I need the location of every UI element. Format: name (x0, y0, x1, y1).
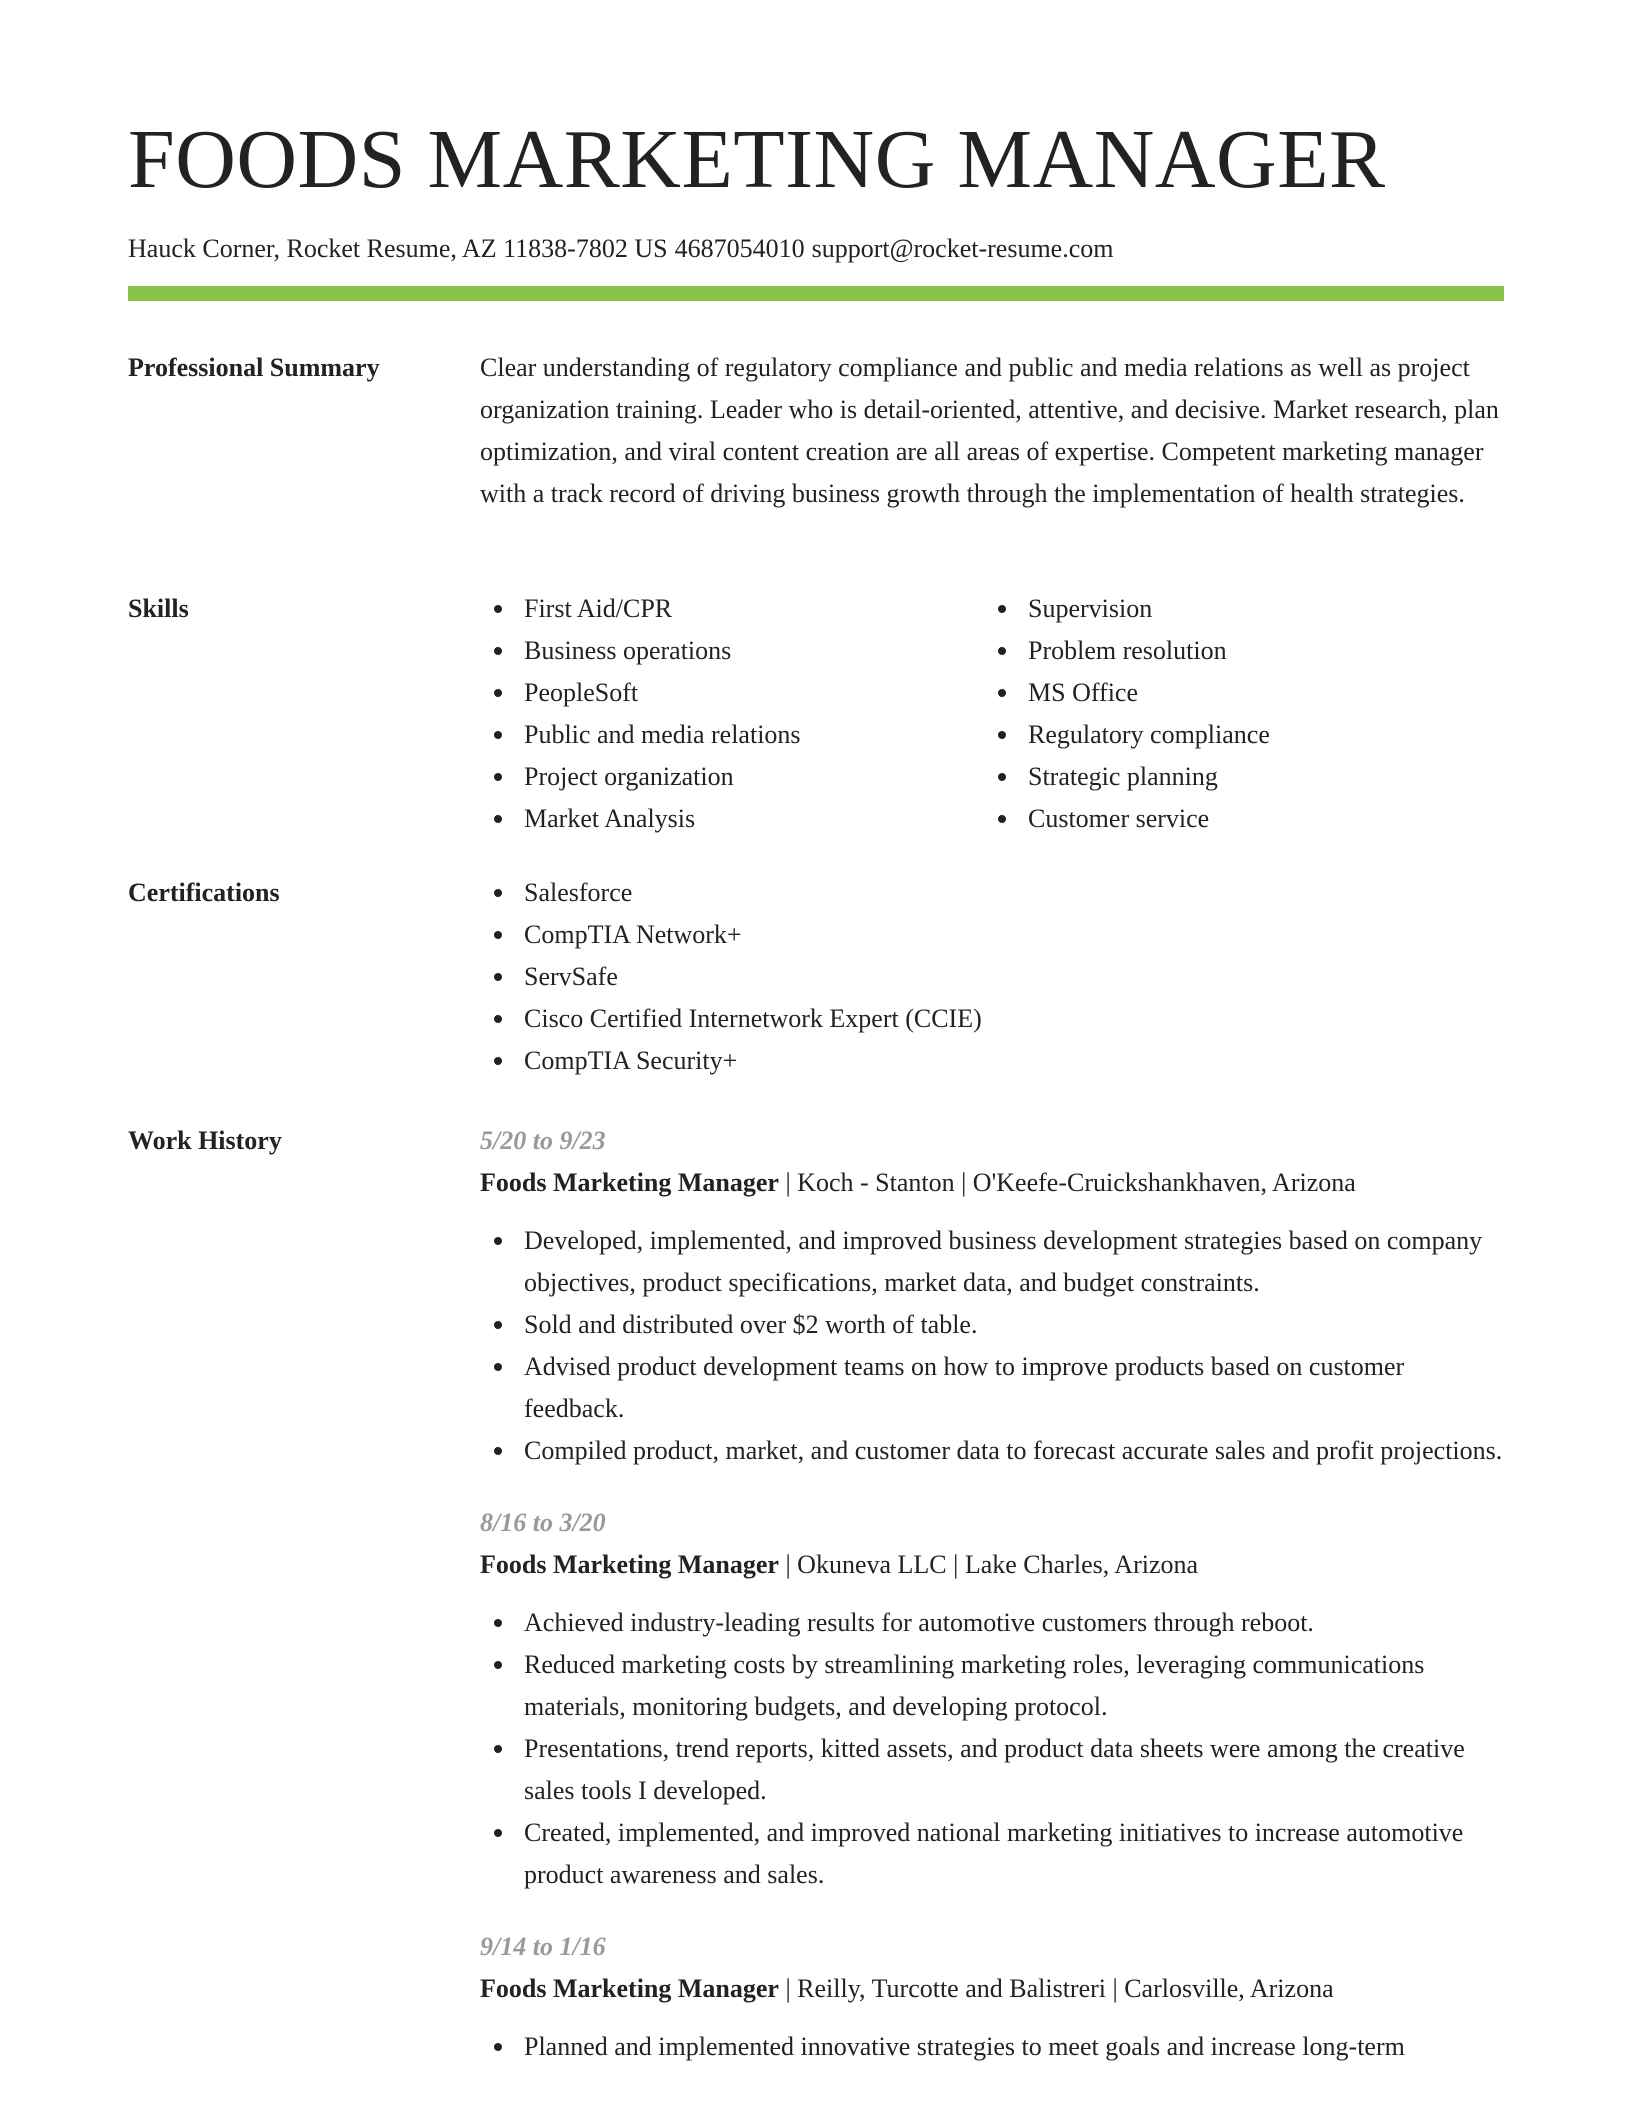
job-dates: 9/14 to 1/16 (480, 1932, 606, 1961)
job-details: | Reilly, Turcotte and Balistreri | Carlosville, Arizona (778, 1974, 1334, 2003)
skills-list-left (480, 588, 984, 840)
skill-item: MS Office (984, 672, 1488, 714)
skill-item: Supervision (984, 588, 1488, 630)
skill-item: Project organization (480, 756, 984, 798)
job-details: | Koch - Stanton | O'Keefe-Cruickshankhaven, Arizona (778, 1168, 1356, 1197)
job-entry (480, 1502, 1504, 1896)
contact-line (128, 232, 1114, 266)
job-details: | Okuneva LLC | Lake Charles, Arizona (778, 1550, 1199, 1579)
job-bullets (480, 2026, 1504, 2068)
skill-item: Customer service (984, 798, 1488, 840)
skills-label: Skills (128, 594, 189, 623)
resume-name: FOODS MARKETING MANAGER (128, 113, 1386, 206)
summary-body (480, 347, 1504, 515)
job-title: Foods Marketing Manager (480, 1168, 779, 1197)
job-dates: 5/20 to 9/23 (480, 1126, 606, 1155)
certifications-body (480, 872, 1504, 1082)
work-history-label: Work History (128, 1126, 282, 1155)
skills-body (480, 588, 1504, 840)
skill-item: Business operations (480, 630, 984, 672)
job-entry (480, 1926, 1504, 2068)
contact-address: Hauck Corner, Rocket Resume, AZ 11838-7802 US (128, 234, 668, 263)
job-bullet: Achieved industry-leading results for automotive customers through reboot. (480, 1602, 1504, 1644)
skills-list-right (984, 588, 1488, 840)
skill-item: PeopleSoft (480, 672, 984, 714)
certification-item: ServSafe (480, 956, 1504, 998)
certification-item: CompTIA Network+ (480, 914, 1504, 956)
summary-text: Clear understanding of regulatory compliance and public and media relations as well as project organization training. Leader who is detail-oriented, attentive, and decisive. Market research, plan optimization, and viral content creation are all areas of expertise. Competent marketing manager with a track record of driving business growth through the implementation of health strategies. (480, 353, 1499, 508)
job-bullet: Sold and distributed over $2 worth of table. (480, 1304, 1504, 1346)
job-bullet: Reduced marketing costs by streamlining marketing roles, leveraging communications materials, monitoring budgets, and developing protocol. (480, 1644, 1504, 1728)
job-bullet: Presentations, trend reports, kitted assets, and product data sheets were among the creative sales tools I developed. (480, 1728, 1504, 1812)
job-bullets (480, 1220, 1504, 1472)
summary-label: Professional Summary (128, 353, 380, 382)
skill-item: Regulatory compliance (984, 714, 1488, 756)
skill-item: Public and media relations (480, 714, 984, 756)
job-bullet: Advised product development teams on how to improve products based on customer feedback. (480, 1346, 1504, 1430)
job-title-line (480, 1544, 1504, 1586)
job-dates: 8/16 to 3/20 (480, 1508, 606, 1537)
job-title: Foods Marketing Manager (480, 1550, 779, 1579)
certification-item: Cisco Certified Internetwork Expert (CCIE) (480, 998, 1504, 1040)
job-entry (480, 1120, 1504, 1472)
skill-item: Strategic planning (984, 756, 1488, 798)
job-title-line (480, 1968, 1504, 2010)
job-bullet: Created, implemented, and improved national marketing initiatives to increase automotive product awareness and sales. (480, 1812, 1504, 1896)
certifications-list (480, 872, 1504, 1082)
job-bullet: Compiled product, market, and customer data to forecast accurate sales and profit projections. (480, 1430, 1504, 1472)
skill-item: Market Analysis (480, 798, 984, 840)
certifications-label: Certifications (128, 878, 280, 907)
contact-email: support@rocket-resume.com (811, 234, 1114, 263)
job-bullets (480, 1602, 1504, 1896)
job-title: Foods Marketing Manager (480, 1974, 779, 2003)
skill-item: First Aid/CPR (480, 588, 984, 630)
work-history-body (480, 1120, 1504, 2098)
contact-phone: 4687054010 (674, 234, 805, 263)
job-bullet: Planned and implemented innovative strategies to meet goals and increase long-term (480, 2026, 1504, 2068)
job-bullet: Developed, implemented, and improved business development strategies based on company objectives, product specifications, market data, and budget constraints. (480, 1220, 1504, 1304)
certification-item: CompTIA Security+ (480, 1040, 1504, 1082)
skill-item: Problem resolution (984, 630, 1488, 672)
header-divider (128, 286, 1504, 301)
job-title-line (480, 1162, 1504, 1204)
certification-item: Salesforce (480, 872, 1504, 914)
